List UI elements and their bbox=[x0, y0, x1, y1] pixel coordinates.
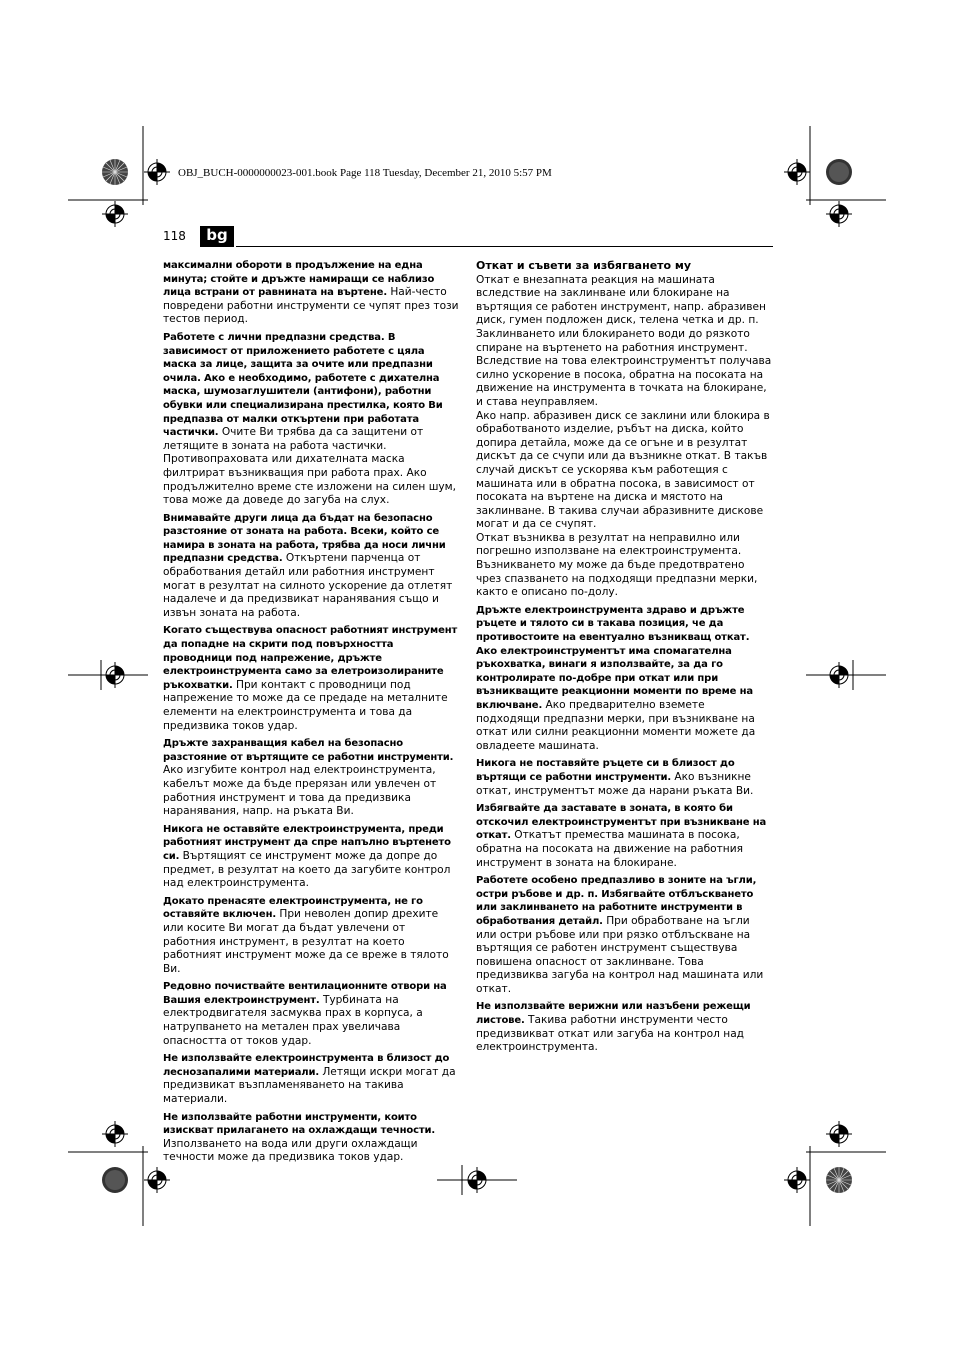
paragraph: Дръжте електроинструмента здраво и дръжте ръцете и тялото си в такава позиция, че да противостоите на евентуално възникващ откат. Ако електроинструментът има спомагателна ръкохватка, винаги я използвайте, за да го контролирате по-добре при откат или при възникващите реакционни моменти по време на включване. Ако предварително вземете подходящи предпазни мерки, при възникване на откат или силни реакционни моменти можете да овладеете машината. bbox=[476, 604, 756, 752]
paragraph: Не използвайте работни инструменти, които изискват прилагането на охлаждащи течности. Използването на вода или други охлаждащи течности може да предизвика токов удар. bbox=[163, 1111, 436, 1164]
page-number: 118 bbox=[163, 229, 186, 243]
right-column bbox=[476, 259, 772, 1059]
paragraph: Ако напр. абразивен диск се заклини или блокира в обработваното изделие, ръбът на диска, който допира детайла, може да се огъне и в резултат дискът да се счупи или да възникне откат. В такъв случай дискът се ускорява към работещия с машината или в обратна посока, в зависимост от посоката на въртене на диска и мястото на заклинване. В такива случаи абразивните дискове могат и да се счупят. bbox=[476, 409, 770, 531]
section-heading: Откат и съвети за избягването му bbox=[476, 259, 692, 272]
paragraph: Работете особено предпазливо в зоните на ъгли, остри ръбове и др. п. Избягвайте отблъскването или заклинването на работните инструменти в обработвания детайл. При обработване на ъгли или остри ръбове или при рязко отблъскване на въртящия се работен инструмент съществува повишена опасност от заклинване. Това предизвиква загуба на контрол над машината или откат. bbox=[476, 875, 764, 995]
paragraph: Откат е внезапната реакция на машината вследствие на заклинване или блокиране на въртящия се работен инструмент, напр. абразивен диск, гумен подложен диск, телена четка и др. п. Заклинването или блокирането води до рязкото спиране на въртенето на работния инструмент. Вследствие на това електроинструментът получава силно ускорение в посока, обратна на посоката на движение на инструмента в точката на блокиране, и става неуправляем. bbox=[476, 273, 772, 408]
paragraph: Внимавайте други лица да бъдат на безопасно разстояние от зоната на работа. Всеки, който се намира в зоната на работа, трябва да носи лични предпазни средства. Откъртени парченца от обработвания детайл или работния инструмент могат в резултат на силното ускорение да отлетят надалече и да предизвикат наранявания също и извън зоната на работа. bbox=[163, 512, 453, 619]
paragraph: Никога не оставяйте електроинструмента, преди работният инструмент да спре напълно въртенето си. Въртящият се инструмент може да допре до предмет, в резултат на което да загубите контрол над електроинструмента. bbox=[163, 823, 451, 890]
paragraph: Дръжте захранващия кабел на безопасно разстояние от въртящите се работни инструменти. Ако изгубите контрол над електроинструмента, кабелът може да бъде прерязан или увлечен от работния инструмент и това да предизвика наранявания, напр. на ръката Ви. bbox=[163, 738, 454, 818]
paragraph: максимални обороти в продължение на една минута; стойте и дръжте намиращи се наблизо лица встрани от равнината на въртене. Най-често повредени работни инструменти се чупят през този тестов период. bbox=[163, 260, 459, 326]
paragraph: Не използвайте електроинструмента в близост до леснозапалими материали. Летящи искри могат да предизвикат възпламеняването на такива материали. bbox=[163, 1053, 456, 1106]
paragraph: Работете с лични предпазни средства. В зависимост от приложението работете с цяла маска за лице, защита за очите или предпазни очила. Ако е необходимо, работете с дихателна маска, шумозаглушители (антифони), работни обувки или специализирана престилка, която Ви предпазва от малки откъртени при работата частички. Очите Ви трябва да са защитени от летящите в зоната на работа частички. Противопраховата или дихателната маска филтрират възникващия при работа прах. Ако продължително време сте изложени на силен шум, това може да доведе до загуба на слух. bbox=[163, 331, 457, 507]
language-badge: bg bbox=[200, 226, 234, 247]
file-header: OBJ_BUCH-0000000023-001.book Page 118 Tuesday, December 21, 2010 5:57 PM bbox=[178, 167, 552, 179]
paragraph: Редовно почиствайте вентилационните отвори на Вашия електроинструмент. Турбината на електродвигателя засмуква прах в корпуса, а натрупването на метален прах увеличава опасността от токов удар. bbox=[163, 981, 447, 1047]
paragraph: Не използвайте верижни или назъбени режещи листове. Такива работни инструменти често предизвикват откат или загуба на контрол над електроинструмента. bbox=[476, 1001, 751, 1054]
paragraph: Когато съществува опасност работният инструмент да попадне на скрити под повърхността проводници под напрежение, дръжте електроинструмента само за елетроизолираните ръкохватки. При контакт с проводници под напрежение то може да се предаде на металните елементи на електроинструмента и това да предизвика токов удар. bbox=[163, 625, 458, 732]
paragraph: Избягвайте да заставате в зоната, в която би отскочил електроинструментът при възникване на откат. Откатът премества машината в посока, обратна на посоката на движение на работния инструмент в зоната на блокиране. bbox=[476, 803, 767, 869]
paragraph: Докато пренасяте електроинструмента, не го оставяйте включен. При неволен допир дрехите или косите Ви могат да бъдат увлечени от работния инструмент, в резултат на което работният инструмент може да се вреже в тялото Ви. bbox=[163, 895, 449, 975]
header-rule bbox=[236, 246, 773, 247]
left-column bbox=[163, 259, 459, 1169]
paragraph: Откат възниква в резултат на неправилно или погрешно използване на електроинструмента. Възникването му може да бъде предотвратено чрез спазването на подходящи предпазни мерки, както е описано по-долу. bbox=[476, 531, 758, 599]
paragraph: Никога не поставяйте ръцете си в близост до въртящи се работни инструменти. Ако възникне откат, инструментът може да нарани ръката Ви. bbox=[476, 758, 754, 797]
